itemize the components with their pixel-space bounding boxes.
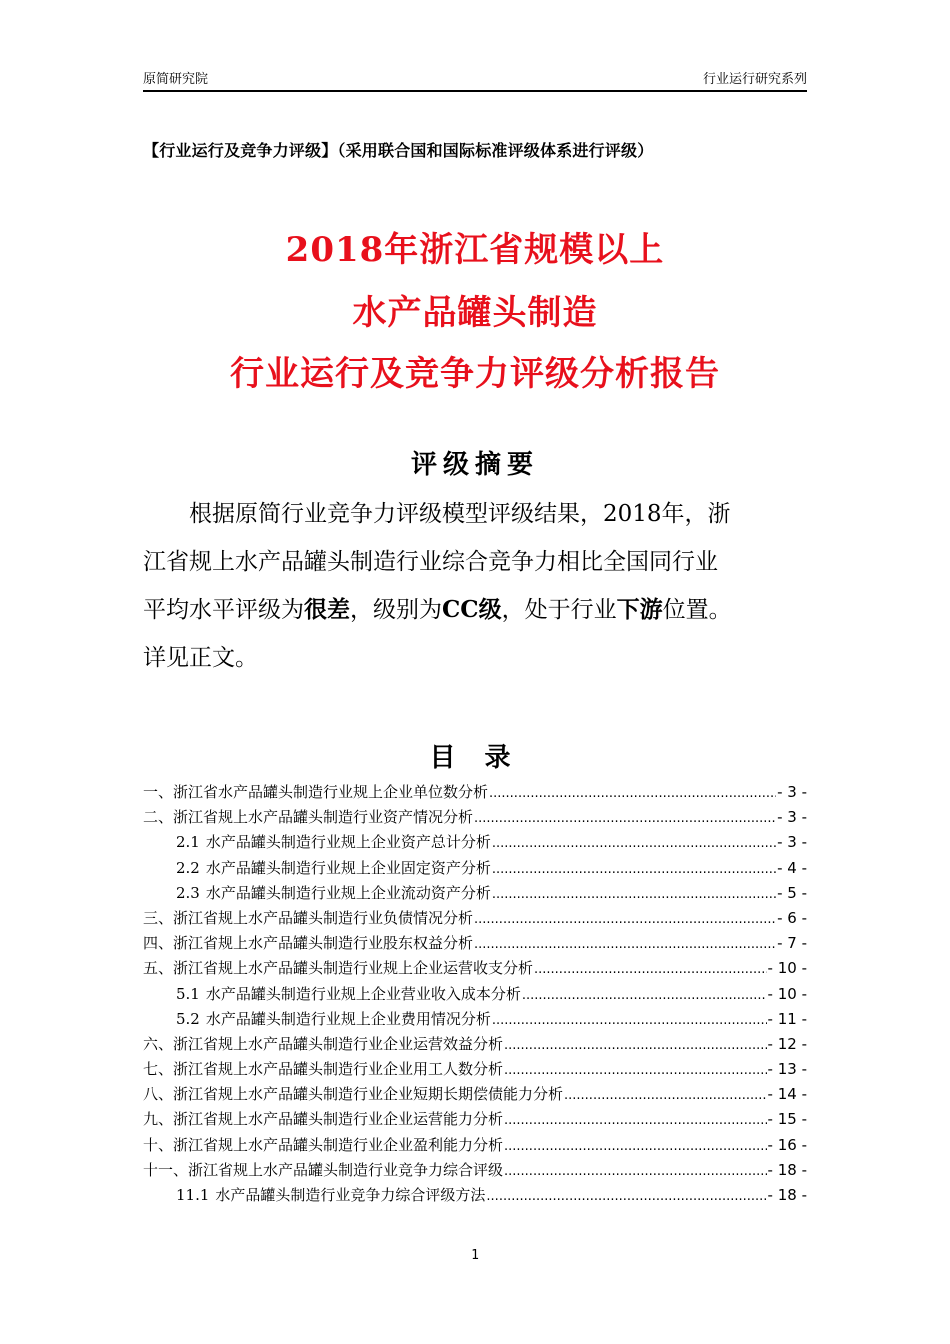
toc-entry-number: 11.1 — [176, 1186, 210, 1204]
header-publisher: 原简研究院 — [143, 72, 209, 87]
toc-entry-label: 二、浙江省规上水产品罐头制造行业资产情况分析 — [143, 808, 474, 827]
page-number: 1 — [471, 1248, 479, 1263]
toc-entry[interactable] — [143, 1033, 807, 1058]
toc-dot-leader — [492, 862, 776, 877]
toc-entry-label: 六、浙江省规上水产品罐头制造行业企业运营效益分析 — [143, 1034, 504, 1053]
toc-entry-label: 水产品罐头制造行业规上企业营业收入成本分析 — [205, 984, 521, 1003]
toc-dot-leader — [492, 836, 776, 851]
toc-dot-leader — [474, 937, 776, 952]
toc-dot-leader — [522, 988, 767, 1003]
toc-entry-page: - 14 - — [767, 1085, 807, 1104]
toc-entry-label: 七、浙江省规上水产品罐头制造行业企业用工人数分析 — [143, 1060, 504, 1079]
report-title-line-3: 行业运行及竞争力评级分析报告 — [230, 354, 720, 394]
toc-dot-leader — [486, 1189, 766, 1204]
toc-dot-leader — [564, 1088, 767, 1103]
toc-entry-page: - 5 - — [777, 883, 807, 902]
toc-entry-label: 八、浙江省规上水产品罐头制造行业企业短期长期偿债能力分析 — [143, 1085, 564, 1104]
toc-entry[interactable] — [143, 957, 807, 982]
toc-entry[interactable] — [143, 1008, 807, 1033]
toc-entry-page: - 18 - — [767, 1160, 807, 1179]
toc-entry-page: - 4 - — [777, 858, 807, 877]
toc-entry[interactable] — [143, 882, 807, 907]
summary-text: 平均水平评级为 — [143, 597, 304, 623]
toc-entry-label: 十一、浙江省规上水产品罐头制造行业竞争力综合评级 — [143, 1160, 504, 1179]
toc-entry[interactable] — [143, 1108, 807, 1133]
toc-dot-leader — [504, 1038, 767, 1053]
toc-entry-label: 水产品罐头制造行业规上企业费用情况分析 — [205, 1009, 491, 1028]
toc-entry-label: 水产品罐头制造行业规上企业流动资产分析 — [205, 883, 491, 902]
toc-entry-page: - 18 - — [767, 1186, 807, 1204]
toc-dot-leader — [489, 786, 776, 801]
toc-entry-label: 十、浙江省规上水产品罐头制造行业企业盈利能力分析 — [143, 1135, 504, 1154]
toc-entry[interactable] — [143, 857, 807, 882]
summary-line-1: 根据原简行业竞争力评级模型评级结果，2018年，浙 — [189, 501, 731, 527]
summary-line-2: 江省规上水产品罐头制造行业综合竞争力相比全国同行业 — [143, 549, 718, 575]
toc-entry[interactable] — [143, 983, 807, 1008]
toc-dot-leader — [504, 1164, 767, 1179]
report-subtitle: 【行业运行及竞争力评级】（采用联合国和国际标准评级体系进行评级） — [143, 141, 654, 160]
industry-position: 下游 — [616, 596, 663, 623]
toc-dot-leader — [504, 1139, 767, 1154]
toc-dot-leader — [504, 1063, 767, 1078]
toc-entry-label: 一、浙江省水产品罐头制造行业规上企业单位数分析 — [143, 783, 489, 801]
toc-entry-number: 2.3 — [176, 883, 200, 902]
toc-entry-label: 水产品罐头制造行业规上企业资产总计分析 — [205, 833, 491, 852]
toc-entry-number: 5.2 — [176, 1009, 200, 1028]
summary-text: ，级别为 — [350, 597, 442, 623]
toc-entry-page: - 3 - — [777, 808, 807, 827]
toc-entry-page: - 13 - — [767, 1060, 807, 1079]
summary-text: 位置。 — [662, 597, 732, 623]
toc-entry-page: - 15 - — [767, 1110, 807, 1129]
toc-entry[interactable] — [143, 932, 807, 957]
summary-paragraph — [143, 490, 807, 682]
toc-entry-page: - 12 - — [767, 1034, 807, 1053]
report-title-line-1: 2018年浙江省规模以上 — [285, 230, 665, 270]
page-header — [143, 66, 807, 92]
toc-dot-leader — [504, 1113, 767, 1128]
toc-dot-leader — [534, 962, 767, 977]
toc-entry-label: 三、浙江省规上水产品罐头制造行业负债情况分析 — [143, 908, 474, 927]
summary-line-3 — [143, 586, 807, 634]
toc-entry-label: 水产品罐头制造行业规上企业固定资产分析 — [205, 858, 491, 877]
toc-entry[interactable] — [143, 1184, 807, 1209]
toc-entry[interactable] — [143, 781, 807, 806]
toc-entry-page: - 10 - — [767, 959, 807, 978]
toc-entry-page: - 7 - — [777, 934, 807, 953]
toc-dot-leader — [474, 811, 776, 826]
toc-entry[interactable] — [143, 1134, 807, 1159]
toc-entry-number: 2.2 — [176, 858, 200, 877]
toc-entry-page: - 10 - — [767, 984, 807, 1003]
toc-dot-leader — [492, 1013, 767, 1028]
toc-entry-label: 四、浙江省规上水产品罐头制造行业股东权益分析 — [143, 934, 474, 953]
toc-entry-page: - 3 - — [777, 783, 807, 801]
toc-dot-leader — [474, 912, 776, 927]
toc-entry-number: 2.1 — [176, 833, 200, 852]
toc-entry[interactable] — [143, 1058, 807, 1083]
toc-entry[interactable] — [143, 1083, 807, 1108]
toc-entry-page: - 3 - — [777, 833, 807, 852]
toc-entry-label: 九、浙江省规上水产品罐头制造行业企业运营能力分析 — [143, 1110, 504, 1129]
summary-heading: 评级摘要 — [410, 450, 539, 480]
toc-entry-page: - 11 - — [767, 1009, 807, 1028]
toc-entry-page: - 16 - — [767, 1135, 807, 1154]
toc-entry[interactable] — [143, 1159, 807, 1184]
toc-entry-page: - 6 - — [777, 908, 807, 927]
toc-entry-label: 水产品罐头制造行业竞争力综合评级方法 — [215, 1186, 486, 1204]
summary-line-4: 详见正文。 — [143, 645, 258, 671]
summary-text: ，处于行业 — [501, 597, 617, 623]
toc-entry[interactable] — [143, 831, 807, 856]
toc-dot-leader — [492, 887, 776, 902]
report-title-line-2: 水产品罐头制造 — [352, 293, 598, 333]
table-of-contents — [143, 781, 807, 1209]
toc-entry[interactable] — [143, 907, 807, 932]
toc-entry-label: 五、浙江省规上水产品罐头制造行业规上企业运营收支分析 — [143, 959, 534, 978]
rating-level: 很差 — [304, 596, 350, 623]
rating-grade: CC级 — [442, 596, 502, 623]
header-series: 行业运行研究系列 — [702, 72, 807, 87]
toc-entry[interactable] — [143, 806, 807, 831]
toc-entry-number: 5.1 — [176, 984, 200, 1003]
toc-heading: 目 录 — [429, 743, 521, 773]
